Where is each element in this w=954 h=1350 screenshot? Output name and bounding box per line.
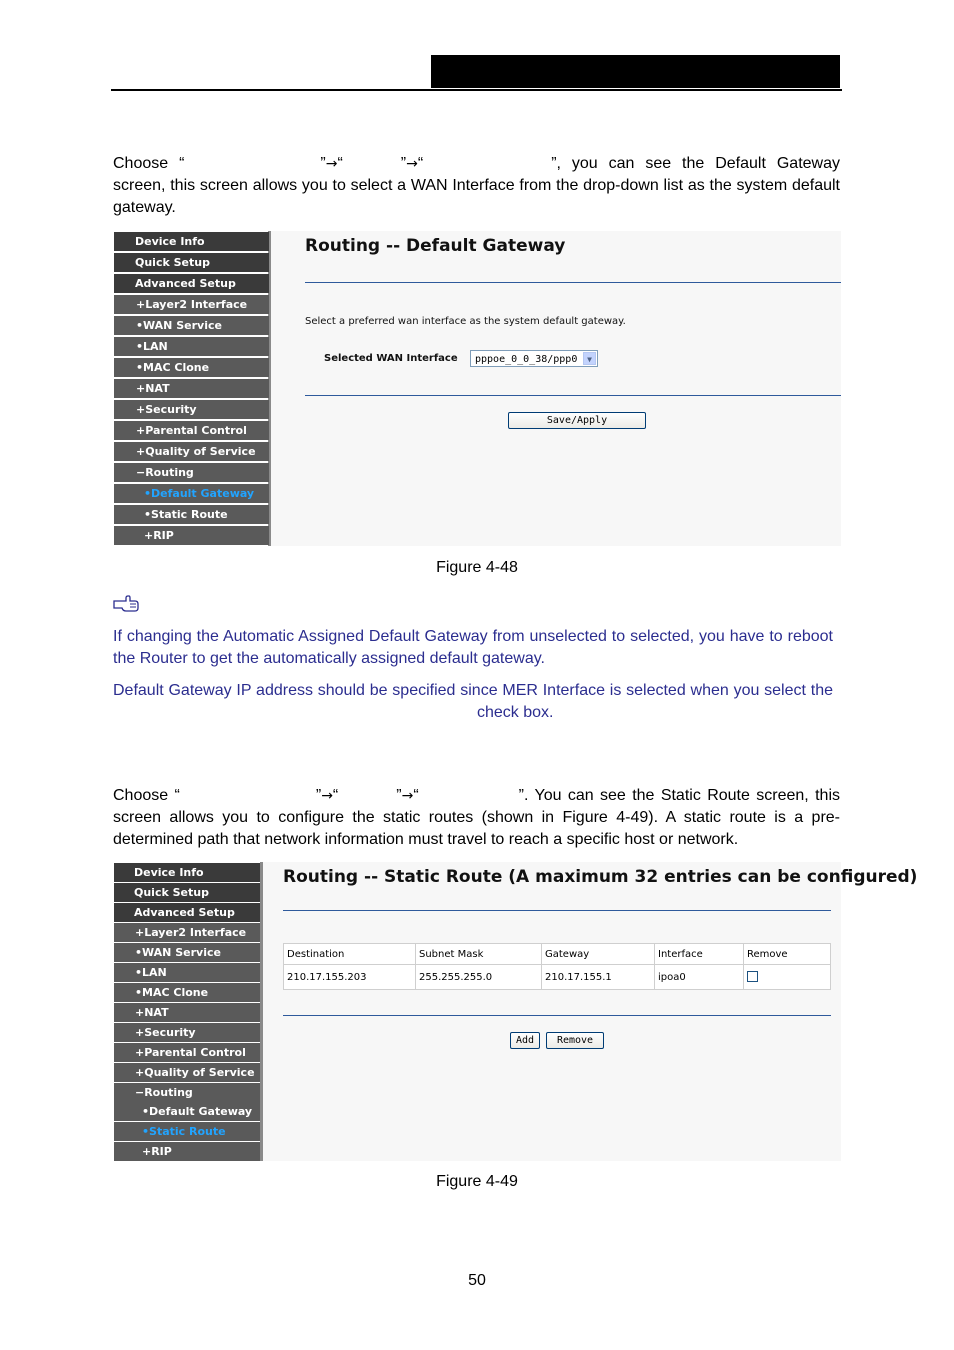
page-title: Routing -- Default Gateway — [305, 236, 566, 256]
gateway-cell: 210.17.155.1 — [542, 965, 655, 990]
arrow-icon: → — [401, 788, 414, 804]
menu-wan-service[interactable]: •WAN Service — [114, 943, 260, 962]
static-route-table — [283, 943, 831, 990]
add-button[interactable]: Add — [510, 1032, 540, 1049]
pointing-hand-icon — [113, 595, 139, 613]
note-1: If changing the Automatic Assigned Default Gateway from unselected to selected, you have to reboot the Router to get the automatically assigned default gateway. — [113, 628, 833, 667]
column-header: Interface — [655, 944, 744, 965]
wan-interface-value: pppoe_0_0_38/ppp0 — [475, 354, 578, 365]
menu-routing[interactable]: −Routing — [114, 463, 269, 482]
wan-interface-select[interactable] — [470, 350, 598, 367]
menu-security[interactable]: +Security — [114, 400, 269, 419]
menu-device-info[interactable]: Device Info — [114, 863, 260, 882]
menu-quick-setup[interactable]: Quick Setup — [114, 883, 260, 902]
destination-cell: 210.17.155.203 — [284, 965, 416, 990]
subnet-mask-cell: 255.255.255.0 — [416, 965, 542, 990]
page-number: 50 — [468, 1272, 486, 1289]
divider — [305, 282, 841, 283]
chevron-down-icon: ▼ — [583, 352, 596, 365]
page-title: Routing -- Static Route (A maximum 32 entries can be configured) — [283, 867, 918, 887]
menu-lan[interactable]: •LAN — [114, 963, 260, 982]
menu-layer2-interface[interactable]: +Layer2 Interface — [114, 295, 269, 314]
interface-cell: ipoa0 — [655, 965, 744, 990]
static-route-intro: Choose “ ”→“ ”→“ ”. You can see the Static Route screen, this screen allows you to configure the static routes (shown in Figure 4-49). A static route is a pre-determined path that network information must travel to reach a specific host or network. — [113, 787, 841, 848]
menu-parental-control[interactable]: +Parental Control — [114, 1043, 260, 1062]
menu-lan[interactable]: •LAN — [114, 337, 269, 356]
arrow-icon: → — [321, 788, 333, 804]
default-gateway-intro: Choose “ ”→“ ”→“ ”, you can see the Default Gateway screen, this screen allows you to select a WAN Interface from the drop-down list as the system default gateway. — [113, 155, 840, 216]
column-header: Subnet Mask — [416, 944, 542, 965]
header-rule — [111, 89, 842, 91]
table-row — [284, 965, 831, 990]
menu-parental-control[interactable]: +Parental Control — [114, 421, 269, 440]
column-header: Remove — [744, 944, 831, 965]
menu-default-gateway[interactable]: •Default Gateway — [114, 484, 269, 503]
menu-quick-setup[interactable]: Quick Setup — [114, 253, 269, 272]
remove-cell — [744, 965, 831, 990]
column-header: Destination — [284, 944, 416, 965]
save-apply-button[interactable]: Save/Apply — [508, 412, 646, 429]
menu-rip[interactable]: +RIP — [114, 1142, 260, 1161]
divider — [283, 1015, 831, 1016]
menu-wan-service[interactable]: •WAN Service — [114, 316, 269, 335]
menu-routing[interactable]: −Routing — [114, 1083, 260, 1102]
divider — [283, 910, 831, 911]
figure-caption: Figure 4-49 — [436, 1173, 518, 1190]
nav-menu — [113, 862, 263, 1161]
static-route-screenshot — [113, 862, 918, 1161]
header-bar — [431, 55, 840, 88]
remove-checkbox[interactable] — [747, 971, 758, 982]
menu-mac-clone[interactable]: •MAC Clone — [114, 358, 269, 377]
description-text: Select a preferred wan interface as the system default gateway. — [305, 316, 626, 327]
menu-rip[interactable]: +RIP — [114, 526, 269, 545]
menu-device-info[interactable]: Device Info — [114, 232, 269, 251]
menu-layer2-interface[interactable]: +Layer2 Interface — [114, 923, 260, 942]
default-gateway-screenshot — [113, 231, 841, 546]
menu-quality-of-service[interactable]: +Quality of Service — [114, 1063, 260, 1082]
menu-security[interactable]: +Security — [114, 1023, 260, 1042]
figure-caption: Figure 4-48 — [436, 559, 518, 576]
menu-quality-of-service[interactable]: +Quality of Service — [114, 442, 269, 461]
menu-nat[interactable]: +NAT — [114, 1003, 260, 1022]
remove-button[interactable]: Remove — [546, 1032, 604, 1049]
menu-nat[interactable]: +NAT — [114, 379, 269, 398]
menu-static-route[interactable]: •Static Route — [114, 1122, 260, 1141]
column-header: Gateway — [542, 944, 655, 965]
arrow-icon: → — [325, 156, 338, 172]
menu-advanced-setup[interactable]: Advanced Setup — [114, 274, 269, 293]
divider — [305, 395, 841, 396]
menu-mac-clone[interactable]: •MAC Clone — [114, 983, 260, 1002]
menu-separator — [260, 862, 263, 1161]
note-2: Default Gateway IP address should be specified since MER Interface is selected when you select thecheck box. — [113, 682, 833, 721]
menu-advanced-setup[interactable]: Advanced Setup — [114, 903, 260, 922]
menu-static-route[interactable]: •Static Route — [114, 505, 269, 524]
nav-menu — [113, 231, 271, 546]
wan-interface-label: Selected WAN Interface — [324, 353, 458, 364]
arrow-icon: → — [406, 156, 418, 172]
table-header-row — [284, 944, 831, 965]
menu-default-gateway[interactable]: •Default Gateway — [114, 1102, 260, 1121]
